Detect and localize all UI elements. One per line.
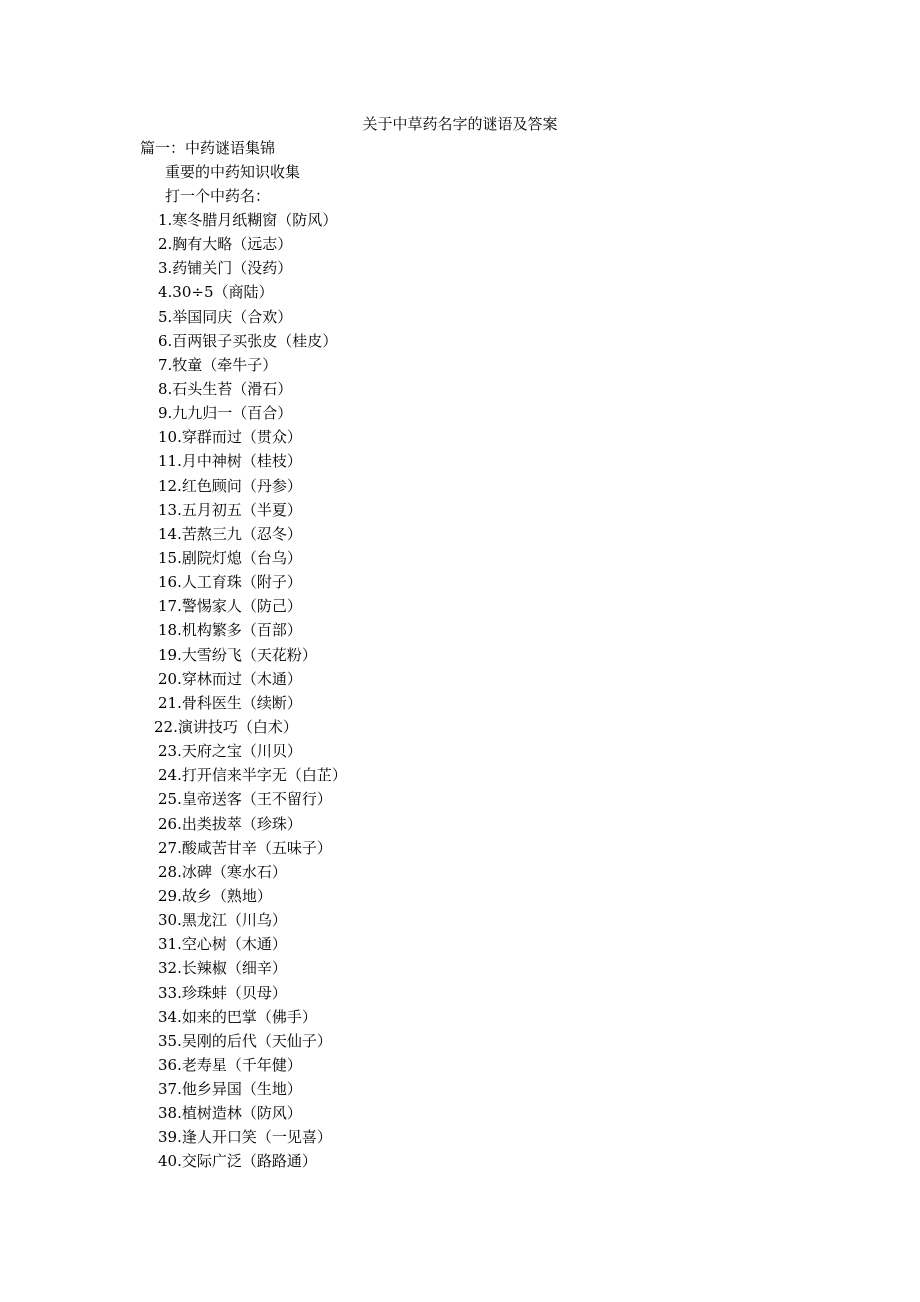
subheading: 重要的中药知识收集 bbox=[165, 163, 301, 181]
riddle-item: 20.穿林而过（木通） bbox=[158, 669, 302, 688]
riddle-item: 36.老寿星（千年健） bbox=[158, 1055, 302, 1074]
riddle-item: 5.举国同庆（合欢） bbox=[158, 307, 293, 326]
riddle-item: 33.珍珠蚌（贝母） bbox=[158, 983, 287, 1002]
riddle-item: 28.冰碑（寒水石） bbox=[158, 862, 287, 881]
section-heading: 篇一：中药谜语集锦 bbox=[140, 139, 276, 157]
riddle-item: 11.月中神树（桂枝） bbox=[158, 452, 302, 471]
riddle-item: 7.牧童（牵牛子） bbox=[158, 355, 278, 374]
riddle-item: 27.酸咸苦甘辛（五味子） bbox=[158, 838, 332, 857]
instruction-text: 打一个中药名： bbox=[165, 187, 271, 205]
riddle-item: 29.故乡（熟地） bbox=[158, 886, 272, 905]
riddle-item: 25.皇帝送客（王不留行） bbox=[158, 790, 332, 809]
riddle-item: 35.吴刚的后代（天仙子） bbox=[158, 1031, 332, 1050]
riddle-item: 13.五月初五（半夏） bbox=[158, 500, 302, 519]
riddle-item: 12.红色顾问（丹参） bbox=[158, 476, 302, 495]
riddle-item: 14.苦熬三九（忍冬） bbox=[158, 524, 302, 543]
riddle-item: 31.空心树（木通） bbox=[158, 935, 287, 954]
riddle-item: 26.出类拔萃（珍珠） bbox=[158, 814, 302, 833]
riddle-item: 37.他乡异国（生地） bbox=[158, 1080, 302, 1099]
riddle-item: 4.30÷5（商陆） bbox=[158, 283, 274, 302]
riddle-item: 19.大雪纷飞（天花粉） bbox=[158, 645, 317, 664]
riddle-item: 24.打开信来半字无（白芷） bbox=[158, 766, 347, 785]
riddle-item: 23.天府之宝（川贝） bbox=[158, 742, 302, 761]
riddle-item: 30.黑龙江（川乌） bbox=[158, 911, 287, 930]
riddle-item: 1.寒冬腊月纸糊窗（防风） bbox=[158, 211, 338, 229]
riddle-item: 2.胸有大略（远志） bbox=[158, 235, 293, 254]
riddle-item: 39.逢人开口笑（一见喜） bbox=[158, 1128, 332, 1147]
riddle-item: 32.长辣椒（细辛） bbox=[158, 959, 287, 978]
riddle-item: 10.穿群而过（贯众） bbox=[158, 428, 302, 447]
riddle-item: 40.交际广泛（路路通） bbox=[158, 1152, 317, 1171]
riddle-list bbox=[154, 210, 347, 1176]
riddle-item: 38.植树造林（防风） bbox=[158, 1104, 302, 1123]
riddle-item: 9.九九归一（百合） bbox=[158, 404, 293, 423]
riddle-item: 34.如来的巴掌（佛手） bbox=[158, 1007, 317, 1026]
riddle-item: 6.百两银子买张皮（桂皮） bbox=[158, 331, 338, 350]
riddle-item: 8.石头生苔（滑石） bbox=[158, 379, 293, 398]
riddle-item: 15.剧院灯熄（台乌） bbox=[158, 548, 302, 567]
riddle-item: 17.警惕家人（防己） bbox=[158, 597, 302, 616]
riddle-item: 3.药铺关门（没药） bbox=[158, 259, 293, 278]
document-title: 关于中草药名字的谜语及答案 bbox=[362, 115, 558, 133]
riddle-item: 16.人工育珠（附子） bbox=[158, 573, 302, 592]
riddle-item: 18.机构繁多（百部） bbox=[158, 621, 302, 640]
riddle-item: 21.骨科医生（续断） bbox=[158, 693, 302, 712]
riddle-item: 22.演讲技巧（白术） bbox=[154, 717, 298, 736]
